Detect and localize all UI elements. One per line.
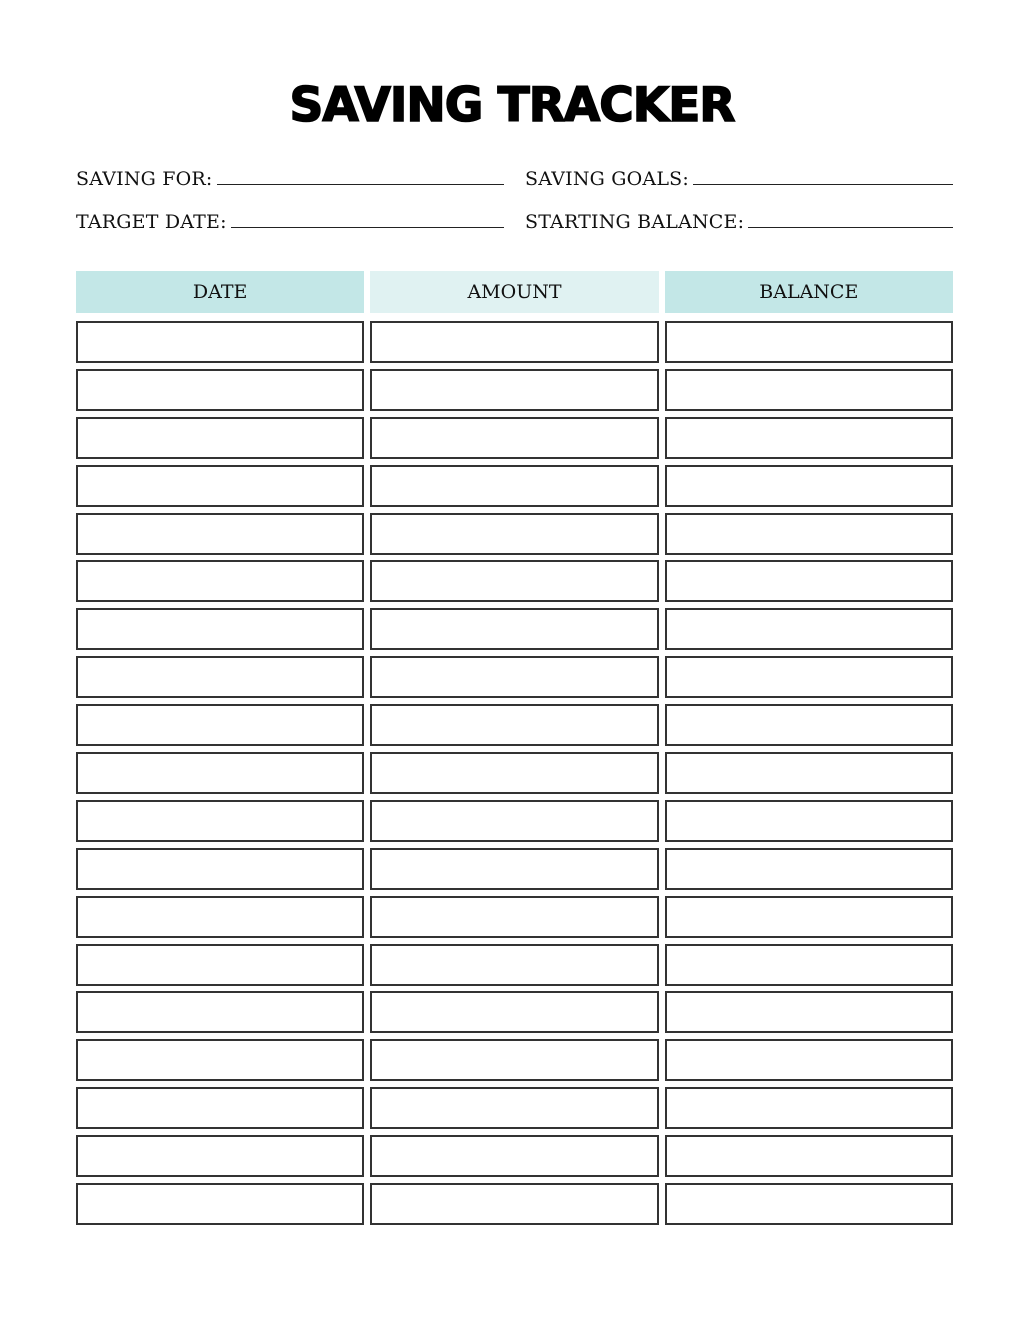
- table-row: [76, 991, 953, 1033]
- table-row: [76, 656, 953, 698]
- cell-date[interactable]: [76, 560, 364, 602]
- cell-date[interactable]: [76, 369, 364, 411]
- cell-amount[interactable]: [370, 656, 658, 698]
- column-header-balance: BALANCE: [665, 271, 953, 313]
- cell-balance[interactable]: [665, 752, 953, 794]
- cell-amount[interactable]: [370, 1039, 658, 1081]
- page-title: SAVING TRACKER: [289, 78, 735, 133]
- cell-amount[interactable]: [370, 848, 658, 890]
- table-row: [76, 369, 953, 411]
- table-row: [76, 1183, 953, 1225]
- table-row: [76, 321, 953, 363]
- cell-date[interactable]: [76, 944, 364, 986]
- cell-amount[interactable]: [370, 991, 658, 1033]
- cell-balance[interactable]: [665, 417, 953, 459]
- cell-date[interactable]: [76, 1087, 364, 1129]
- cell-balance[interactable]: [665, 369, 953, 411]
- cell-date[interactable]: [76, 848, 364, 890]
- target-date-label: TARGET DATE:: [76, 211, 227, 233]
- table-row: [76, 513, 953, 555]
- cell-amount[interactable]: [370, 465, 658, 507]
- cell-amount[interactable]: [370, 896, 658, 938]
- cell-date[interactable]: [76, 1183, 364, 1225]
- table-row: [76, 608, 953, 650]
- table-row: [76, 800, 953, 842]
- target-date-field[interactable]: [76, 205, 504, 233]
- cell-amount[interactable]: [370, 944, 658, 986]
- cell-date[interactable]: [76, 896, 364, 938]
- starting-balance-field[interactable]: [525, 205, 953, 233]
- cell-amount[interactable]: [370, 800, 658, 842]
- tracker-table: [76, 271, 953, 1231]
- table-body: [76, 321, 953, 1225]
- cell-balance[interactable]: [665, 465, 953, 507]
- cell-balance[interactable]: [665, 704, 953, 746]
- cell-balance[interactable]: [665, 321, 953, 363]
- cell-date[interactable]: [76, 752, 364, 794]
- table-row: [76, 1039, 953, 1081]
- cell-balance[interactable]: [665, 560, 953, 602]
- cell-amount[interactable]: [370, 321, 658, 363]
- table-row: [76, 944, 953, 986]
- table-row: [76, 1135, 953, 1177]
- saving-for-label: SAVING FOR:: [76, 168, 213, 190]
- saving-goals-field[interactable]: [525, 162, 953, 190]
- starting-balance-input-line[interactable]: [748, 227, 953, 228]
- table-row: [76, 752, 953, 794]
- cell-amount[interactable]: [370, 513, 658, 555]
- starting-balance-label: STARTING BALANCE:: [525, 211, 745, 233]
- cell-date[interactable]: [76, 321, 364, 363]
- table-row: [76, 560, 953, 602]
- target-date-input-line[interactable]: [231, 227, 504, 228]
- cell-balance[interactable]: [665, 800, 953, 842]
- cell-date[interactable]: [76, 513, 364, 555]
- cell-balance[interactable]: [665, 1087, 953, 1129]
- saving-goals-input-line[interactable]: [693, 184, 953, 185]
- table-row: [76, 1087, 953, 1129]
- table-row: [76, 848, 953, 890]
- cell-amount[interactable]: [370, 369, 658, 411]
- cell-amount[interactable]: [370, 1135, 658, 1177]
- cell-date[interactable]: [76, 1135, 364, 1177]
- saving-for-field[interactable]: [76, 162, 504, 190]
- table-row: [76, 465, 953, 507]
- cell-amount[interactable]: [370, 1087, 658, 1129]
- cell-balance[interactable]: [665, 513, 953, 555]
- cell-date[interactable]: [76, 608, 364, 650]
- cell-date[interactable]: [76, 417, 364, 459]
- cell-balance[interactable]: [665, 944, 953, 986]
- cell-date[interactable]: [76, 704, 364, 746]
- cell-balance[interactable]: [665, 991, 953, 1033]
- cell-amount[interactable]: [370, 560, 658, 602]
- column-header-date: DATE: [76, 271, 364, 313]
- cell-balance[interactable]: [665, 656, 953, 698]
- saving-goals-label: SAVING GOALS:: [525, 168, 689, 190]
- cell-date[interactable]: [76, 991, 364, 1033]
- cell-date[interactable]: [76, 800, 364, 842]
- cell-amount[interactable]: [370, 417, 658, 459]
- table-header: [76, 271, 953, 313]
- table-row: [76, 896, 953, 938]
- cell-amount[interactable]: [370, 1183, 658, 1225]
- saving-for-input-line[interactable]: [217, 184, 504, 185]
- cell-balance[interactable]: [665, 1183, 953, 1225]
- cell-balance[interactable]: [665, 1039, 953, 1081]
- table-row: [76, 417, 953, 459]
- column-header-amount: AMOUNT: [370, 271, 658, 313]
- cell-balance[interactable]: [665, 896, 953, 938]
- cell-date[interactable]: [76, 1039, 364, 1081]
- cell-balance[interactable]: [665, 1135, 953, 1177]
- cell-date[interactable]: [76, 656, 364, 698]
- cell-balance[interactable]: [665, 848, 953, 890]
- cell-date[interactable]: [76, 465, 364, 507]
- cell-amount[interactable]: [370, 704, 658, 746]
- table-row: [76, 704, 953, 746]
- cell-balance[interactable]: [665, 608, 953, 650]
- cell-amount[interactable]: [370, 608, 658, 650]
- cell-amount[interactable]: [370, 752, 658, 794]
